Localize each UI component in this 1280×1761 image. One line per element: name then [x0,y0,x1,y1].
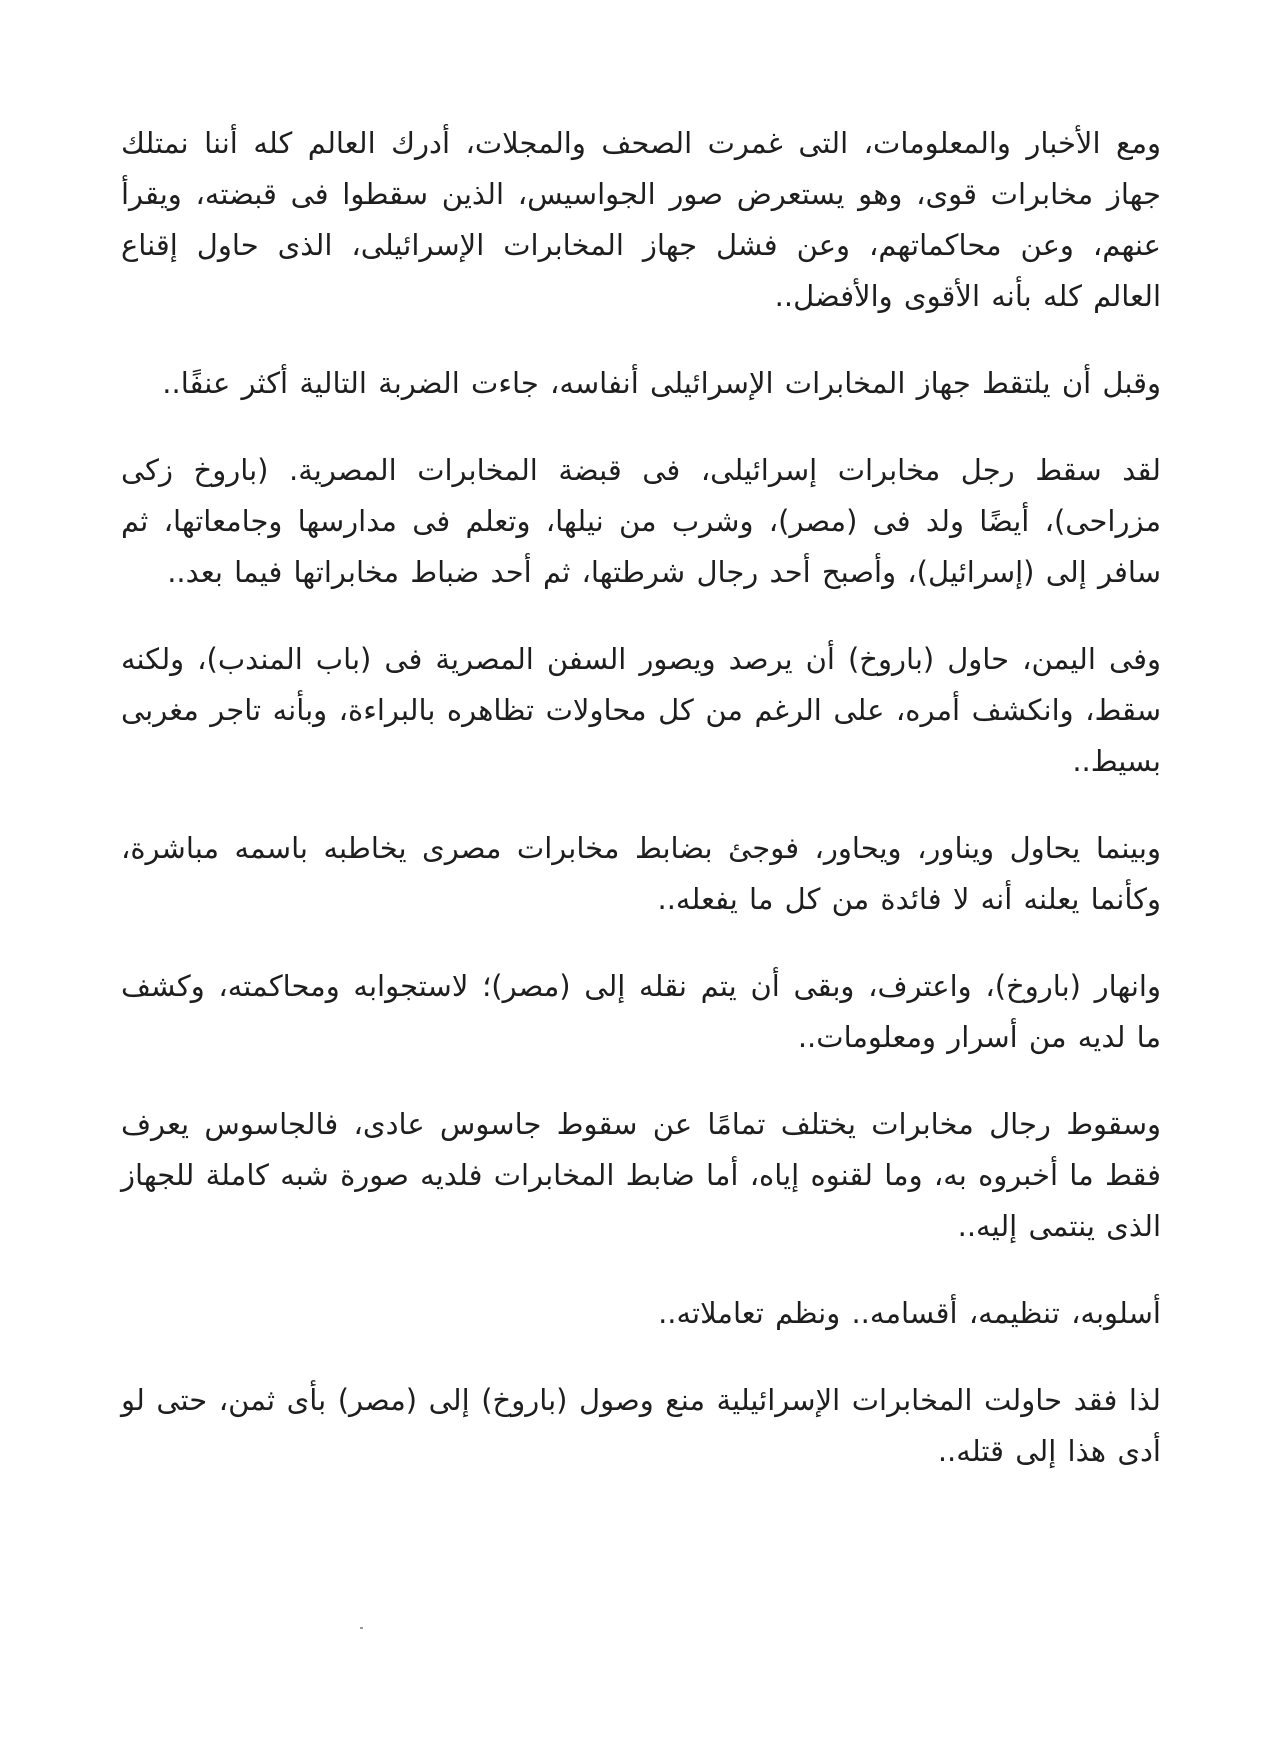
paragraph-5: وبينما يحاول ويناور، ويحاور، فوجئ بضابط مخابرات مصرى يخاطبه باسمه مباشرة، وكأنما يعلنه أنه لا فائدة من كل ما يفعله.. [121,831,1161,916]
paragraph-1: ومع الأخبار والمعلومات، التى غمرت الصحف والمجلات، أدرك العالم كله أننا نمتلك جهاز مخابرات قوى، وهو يستعرض صور الجواسيس، الذين سقطوا فى قبضته، ويقرأ عنهم، وعن محاكماتهم، وعن فشل جهاز المخابرات الإسرائيلى، الذى حاول إقناع العالم كله بأنه الأقوى والأفضل.. [121,126,1161,313]
page-body-text [121,118,1161,1477]
paragraph-6: وانهار (باروخ)، واعترف، وبقى أن يتم نقله إلى (مصر)؛ لاستجوابه ومحاكمته، وكشف ما لديه من أسرار ومعلومات.. [121,969,1161,1054]
paragraph-7: وسقوط رجال مخابرات يختلف تمامًا عن سقوط جاسوس عادى، فالجاسوس يعرف فقط ما أخبروه به، وما لقنوه إياه، أما ضابط المخابرات فلديه صورة شبه كاملة للجهاز الذى ينتمى إليه.. [121,1107,1161,1243]
paragraph-9: لذا فقد حاولت المخابرات الإسرائيلية منع وصول (باروخ) إلى (مصر) بأى ثمن، حتى لو أدى هذا إلى قتله.. [121,1383,1161,1468]
paragraph-3: لقد سقط رجل مخابرات إسرائيلى، فى قبضة المخابرات المصرية. (باروخ زكى مزراحى)، أيضًا ولد فى (مصر)، وشرب من نيلها، وتعلم فى مدارسها وجامعاتها، ثم سافر إلى (إسرائيل)، وأصبح أحد رجال شرطتها، ثم أحد ضباط مخابراتها فيما بعد.. [121,453,1161,589]
paragraph-4: وفى اليمن، حاول (باروخ) أن يرصد ويصور السفن المصرية فى (باب المندب)، ولكنه سقط، وانكشف أمره، على الرغم من كل محاولات تظاهره بالبراءة، وبأنه تاجر مغربى بسيط.. [121,642,1161,778]
scan-speck [360,1627,363,1629]
paragraph-8: أسلوبه، تنظيمه، أقسامه.. ونظم تعاملاته.. [658,1296,1161,1330]
paragraph-2: وقبل أن يلتقط جهاز المخابرات الإسرائيلى أنفاسه، جاءت الضربة التالية أكثر عنفًا.. [162,366,1161,400]
